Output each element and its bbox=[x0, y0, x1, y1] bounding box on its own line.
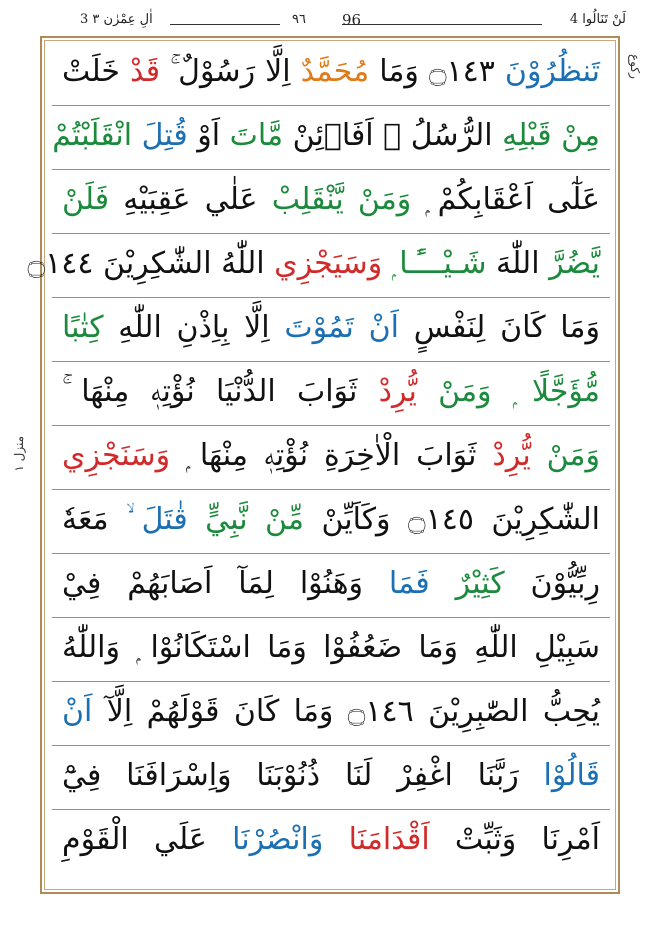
header-rule-right bbox=[342, 24, 542, 25]
text-segment: قٰتَلَ ۙ bbox=[108, 502, 188, 537]
text-line-2 bbox=[52, 106, 610, 170]
text-line-12 bbox=[52, 746, 610, 810]
text-segment: مِّنْ نَّبِيٍّ bbox=[187, 502, 304, 537]
text-segment: عَلٰي عَقِبَيْهِ bbox=[109, 182, 258, 217]
text-segment: وَسَنَجْزِي bbox=[62, 438, 171, 473]
text-segment: يَّضُرَّ bbox=[539, 246, 600, 281]
text-segment: وَانْصُرْنَا bbox=[206, 822, 324, 857]
text-line-7 bbox=[52, 426, 610, 490]
text-segment: الشّٰكِرِيْنَ ۝١٤٥ bbox=[390, 502, 600, 537]
text-line-1 bbox=[52, 42, 610, 106]
text-segment: رَبَّنَا اغْفِرْ لَنَا ذُنُوْبَنَا وَاِسْرَافَنَا فِيْٓ bbox=[62, 758, 519, 793]
manzil-marker: منزل ١ bbox=[12, 436, 26, 472]
text-segment: وَكَاَيِّنْ bbox=[303, 502, 391, 537]
ruku-marker: رکوع bbox=[628, 54, 642, 79]
text-segment: مَعَهٗ bbox=[62, 502, 109, 537]
text-segment: وَسَيَجْزِي bbox=[264, 246, 383, 281]
text-segment: اللّٰهَ bbox=[486, 246, 540, 281]
text-segment: عَلَي الْقَوْمِ bbox=[62, 822, 207, 857]
text-line-8 bbox=[52, 490, 610, 554]
text-segment: يُحِبُّ الصّٰبِرِيْنَ ۝١٤٦ وَمَا كَانَ قَوْلَھُمْ اِلَّآ bbox=[92, 694, 600, 729]
text-line-6 bbox=[52, 362, 610, 426]
text-line-10 bbox=[52, 618, 610, 682]
header-rule-left bbox=[170, 24, 280, 25]
page-number-arabic: ٩٦ bbox=[292, 12, 306, 27]
text-segment: شَـيْـــًٔـا ۭ bbox=[382, 246, 487, 281]
text-segment: انْقَلَبْتُمْ bbox=[52, 118, 133, 153]
text-segment: اِلَّا رَسُوْلٌ ۚ bbox=[160, 54, 291, 89]
text-segment: ثَوَابَ الْاٰخِرَةِ نُؤْتِهٖ مِنْهَا ۭ bbox=[170, 438, 477, 473]
text-segment: اللّٰهُ الشّٰكِرِيْنَ ۝١٤٤ bbox=[27, 246, 265, 281]
text-segment: فَمَا bbox=[363, 566, 430, 601]
text-segment: خَلَتْ bbox=[62, 54, 120, 89]
text-segment: يُّرِدْ bbox=[357, 374, 417, 409]
text-segment: وَمَنْ bbox=[530, 438, 600, 473]
juz-name: 4 لَنْ تَنَالُوا bbox=[569, 12, 626, 27]
text-segment: وَمَا كَانَ لِنَفْسٍ bbox=[398, 310, 600, 345]
surah-name: 3 اٰلِ عِمْرٰن ٣ bbox=[80, 12, 153, 27]
text-line-13 bbox=[52, 810, 610, 874]
text-line-5 bbox=[52, 298, 610, 362]
text-segment: مُحَمَّدٌ bbox=[290, 54, 370, 89]
text-line-9 bbox=[52, 554, 610, 618]
text-segment: اَنْ bbox=[62, 694, 93, 729]
text-segment: وَمَنْ يَّنْقَلِبْ bbox=[257, 182, 412, 217]
text-segment: اَوْ bbox=[187, 118, 221, 153]
text-segment: يُّرِدْ bbox=[476, 438, 531, 473]
text-segment: عَلٰٓى اَعْقَابِكُمْ ۭ bbox=[411, 182, 601, 217]
text-segment: ۝١٤٣ وَمَا bbox=[369, 54, 495, 89]
text-segment: اَقْدَامَنَا bbox=[323, 822, 430, 857]
page-header bbox=[0, 8, 662, 34]
text-segment: رِبِّيُّوْنَ bbox=[504, 566, 600, 601]
text-segment: وَهَنُوْا لِمَآ اَصَابَهُمْ فِيْ bbox=[62, 566, 364, 601]
text-segment: قَدْ bbox=[119, 54, 161, 89]
text-segment: مَّاتَ bbox=[220, 118, 284, 153]
text-segment: اِلَّا بِاِذْنِ اللّٰهِ bbox=[103, 310, 270, 345]
text-segment: اَنْ تَمُوْتَ bbox=[269, 310, 399, 345]
text-segment: مُّؤَجَّلًا ۭ bbox=[491, 374, 600, 409]
text-segment: الرُّسُلُ ۭ اَفَا۟ئِنْ bbox=[283, 118, 493, 153]
text-body bbox=[27, 42, 610, 888]
text-line-3 bbox=[52, 170, 610, 234]
text-segment: قَالُوْا bbox=[518, 758, 600, 793]
text-segment: مِنْ قَبْلِهِ bbox=[492, 118, 600, 153]
text-segment: قُتِلَ bbox=[132, 118, 188, 153]
text-segment: كِتٰبًا bbox=[62, 310, 104, 345]
text-segment: فَلَنْ bbox=[62, 182, 110, 217]
text-segment: وَمَنْ bbox=[416, 374, 492, 409]
text-line-4 bbox=[27, 234, 610, 298]
text-segment: تَنظُرُوْنَ bbox=[494, 54, 600, 89]
text-segment: سَبِيْلِ اللّٰهِ وَمَا ضَعُفُوْا وَمَا اسْتَكَانُوْا ۭ وَاللّٰهُ bbox=[62, 630, 600, 665]
text-segment: ثَوَابَ الدُّنْيَا نُؤْتِهٖ مِنْهَا ۚ bbox=[62, 374, 358, 409]
text-segment: اَمْرِنَا وَثَبِّتْ bbox=[429, 822, 600, 857]
text-segment: كَثِيْرٌ bbox=[429, 566, 505, 601]
text-line-11 bbox=[52, 682, 610, 746]
page-number-latin: 96 bbox=[342, 11, 362, 29]
